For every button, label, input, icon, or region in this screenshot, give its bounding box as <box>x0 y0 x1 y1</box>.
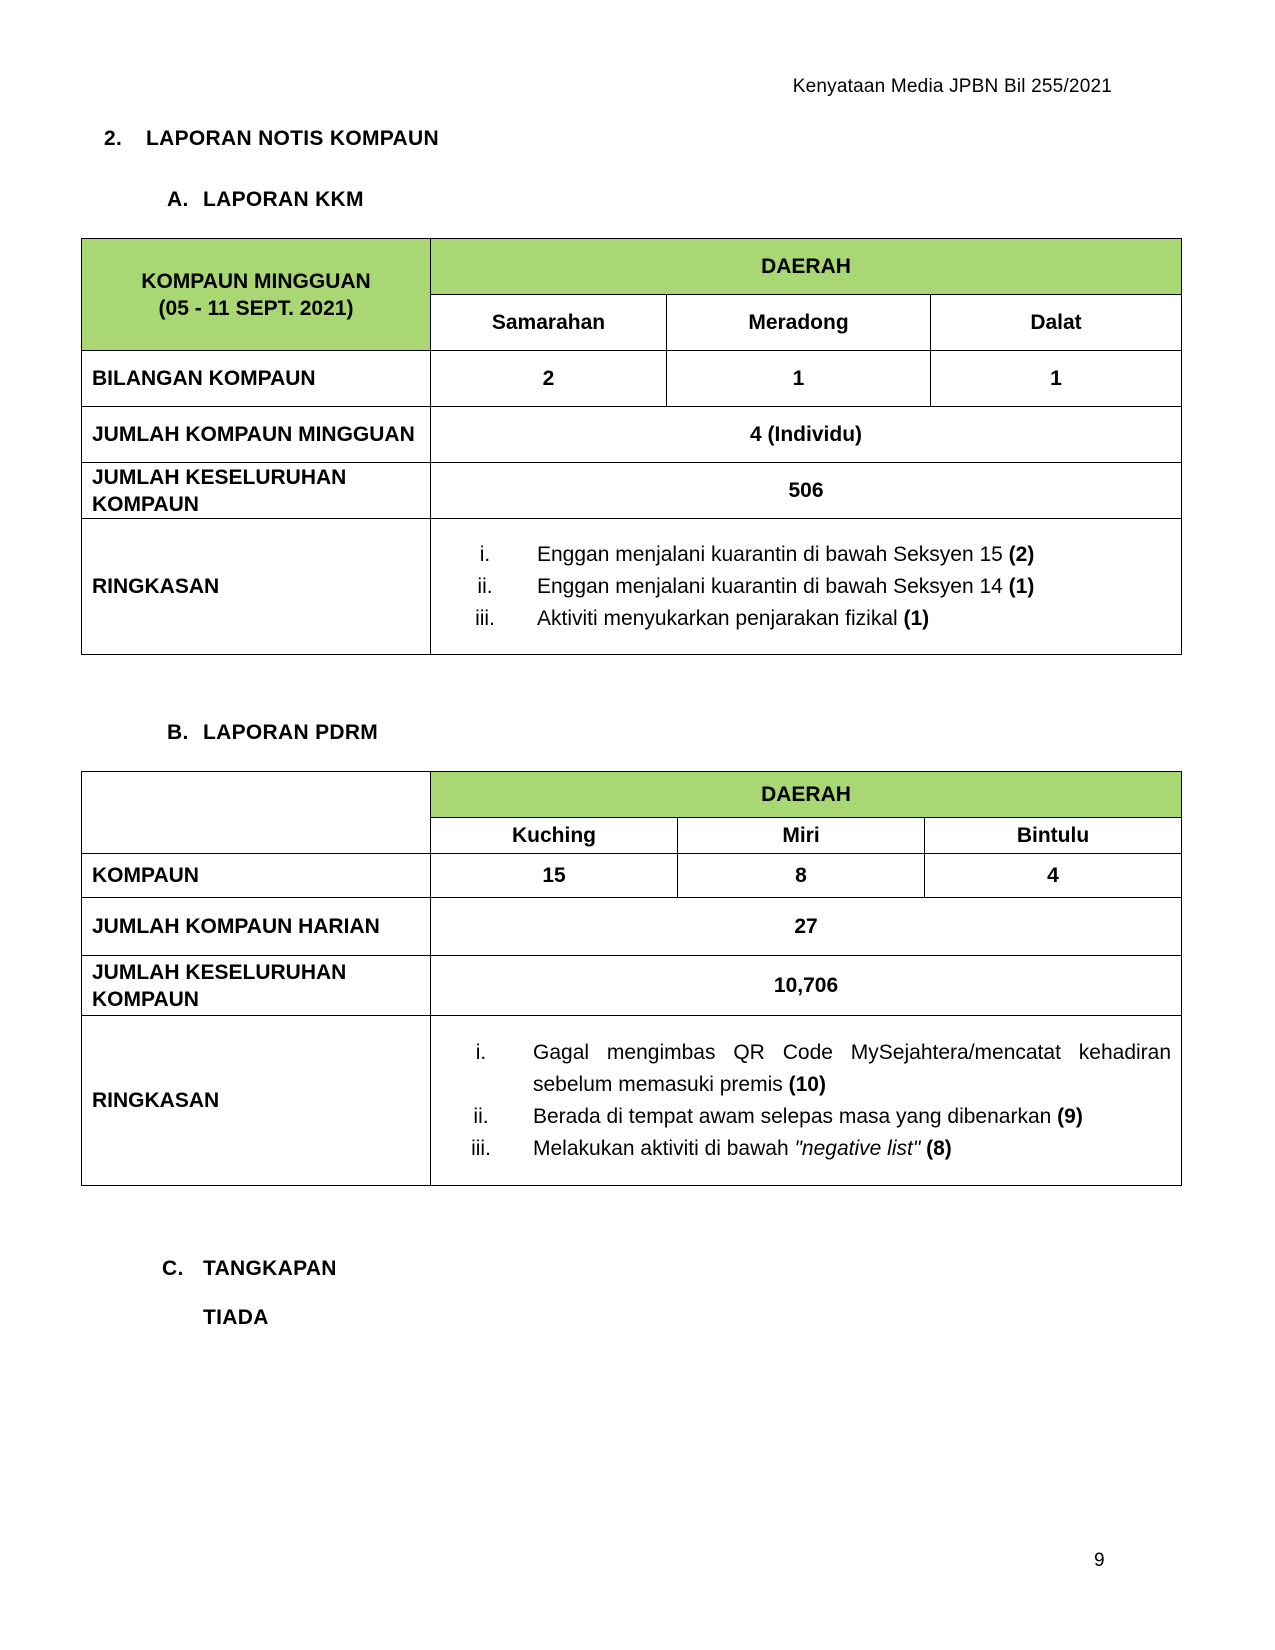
list-item-text: Melakukan aktiviti di bawah "negative list" (8) <box>533 1136 952 1160</box>
list-item-text: Enggan menjalani kuarantin di bawah Seksyen 15 (2) <box>537 542 1035 566</box>
tangkapan-value: TIADA <box>203 1306 269 1329</box>
list-item-text: Gagal mengimbas QR Code MySejahtera/mencatat kehadiran sebelum memasuki premis (10) <box>533 1040 1172 1096</box>
kkm-corner-line2: (05 - 11 SEPT. 2021) <box>158 296 354 320</box>
list-item-number: ii. <box>477 574 493 598</box>
subsection-title: LAPORAN KKM <box>203 188 364 211</box>
kkm-bilangan-value: 2 <box>431 351 667 407</box>
pdrm-ringkasan-label: RINGKASAN <box>82 1016 431 1186</box>
list-item <box>455 603 1171 635</box>
subsection-letter: A. <box>167 188 189 211</box>
kkm-corner-line1: KOMPAUN MINGGUAN <box>141 269 371 293</box>
list-item <box>451 1037 1171 1101</box>
kkm-jumlah-mingguan-label: JUMLAH KOMPAUN MINGGUAN <box>82 407 431 463</box>
pdrm-ringkasan-list <box>451 1037 1171 1165</box>
kkm-jumlah-keseluruhan-value: 506 <box>431 463 1182 519</box>
section-number: 2. <box>104 127 123 150</box>
list-item-number: iii. <box>475 606 495 630</box>
subsection-letter: C. <box>162 1257 184 1280</box>
pdrm-jumlah-keseluruhan-label: JUMLAH KESELURUHAN KOMPAUN <box>82 956 431 1016</box>
pdrm-kompaun-value: 8 <box>678 854 925 898</box>
list-item <box>451 1133 1171 1165</box>
pdrm-table <box>81 771 1182 1186</box>
pdrm-kompaun-value: 4 <box>925 854 1182 898</box>
subsection-title: LAPORAN PDRM <box>203 721 379 744</box>
document-header: Kenyataan Media JPBN Bil 255/2021 <box>792 76 1112 97</box>
list-item <box>455 539 1171 571</box>
list-item-text: Berada di tempat awam selepas masa yang dibenarkan (9) <box>533 1104 1083 1128</box>
kkm-ringkasan-label: RINGKASAN <box>82 519 431 655</box>
pdrm-kompaun-value: 15 <box>431 854 678 898</box>
pdrm-district-header: Bintulu <box>925 818 1182 854</box>
list-item-number: ii. <box>473 1104 489 1128</box>
list-item-text: Aktiviti menyukarkan penjarakan fizikal (1) <box>537 606 930 630</box>
kkm-bilangan-value: 1 <box>931 351 1182 407</box>
pdrm-jumlah-keseluruhan-value: 10,706 <box>431 956 1182 1016</box>
subsection-kkm-heading <box>167 188 364 212</box>
list-item-text: Enggan menjalani kuarantin di bawah Seksyen 14 (1) <box>537 574 1035 598</box>
kkm-bilangan-value: 1 <box>667 351 931 407</box>
pdrm-daerah-header: DAERAH <box>431 772 1182 818</box>
kkm-jumlah-keseluruhan-label: JUMLAH KESELURUHAN KOMPAUN <box>82 463 431 519</box>
kkm-jumlah-mingguan-value: 4 (Individu) <box>431 407 1182 463</box>
subsection-tangkapan-heading <box>162 1257 337 1281</box>
kkm-bilangan-label: BILANGAN KOMPAUN <box>82 351 431 407</box>
kkm-ringkasan-cell <box>431 519 1182 655</box>
subsection-pdrm-heading <box>167 721 378 745</box>
section-title: LAPORAN NOTIS KOMPAUN <box>146 127 439 150</box>
kkm-district-header: Meradong <box>667 295 931 351</box>
kkm-table <box>81 238 1182 655</box>
subsection-title: TANGKAPAN <box>203 1257 337 1280</box>
subsection-letter: B. <box>167 721 189 744</box>
pdrm-jumlah-harian-label: JUMLAH KOMPAUN HARIAN <box>82 898 431 956</box>
pdrm-district-header: Miri <box>678 818 925 854</box>
list-item-number: i. <box>475 1040 487 1064</box>
pdrm-district-header: Kuching <box>431 818 678 854</box>
list-item <box>451 1101 1171 1133</box>
page-number: 9 <box>1094 1550 1105 1571</box>
kkm-district-header: Samarahan <box>431 295 667 351</box>
pdrm-ringkasan-cell <box>431 1016 1182 1186</box>
list-item-number: iii. <box>471 1136 491 1160</box>
section-heading <box>104 127 439 151</box>
kkm-ringkasan-list <box>455 539 1171 635</box>
list-item-number: i. <box>479 542 491 566</box>
kkm-district-header: Dalat <box>931 295 1182 351</box>
pdrm-jumlah-harian-value: 27 <box>431 898 1182 956</box>
list-item <box>455 571 1171 603</box>
pdrm-corner-cell <box>82 772 431 854</box>
pdrm-kompaun-label: KOMPAUN <box>82 854 431 898</box>
kkm-corner-cell <box>82 239 431 351</box>
kkm-daerah-header: DAERAH <box>431 239 1182 295</box>
